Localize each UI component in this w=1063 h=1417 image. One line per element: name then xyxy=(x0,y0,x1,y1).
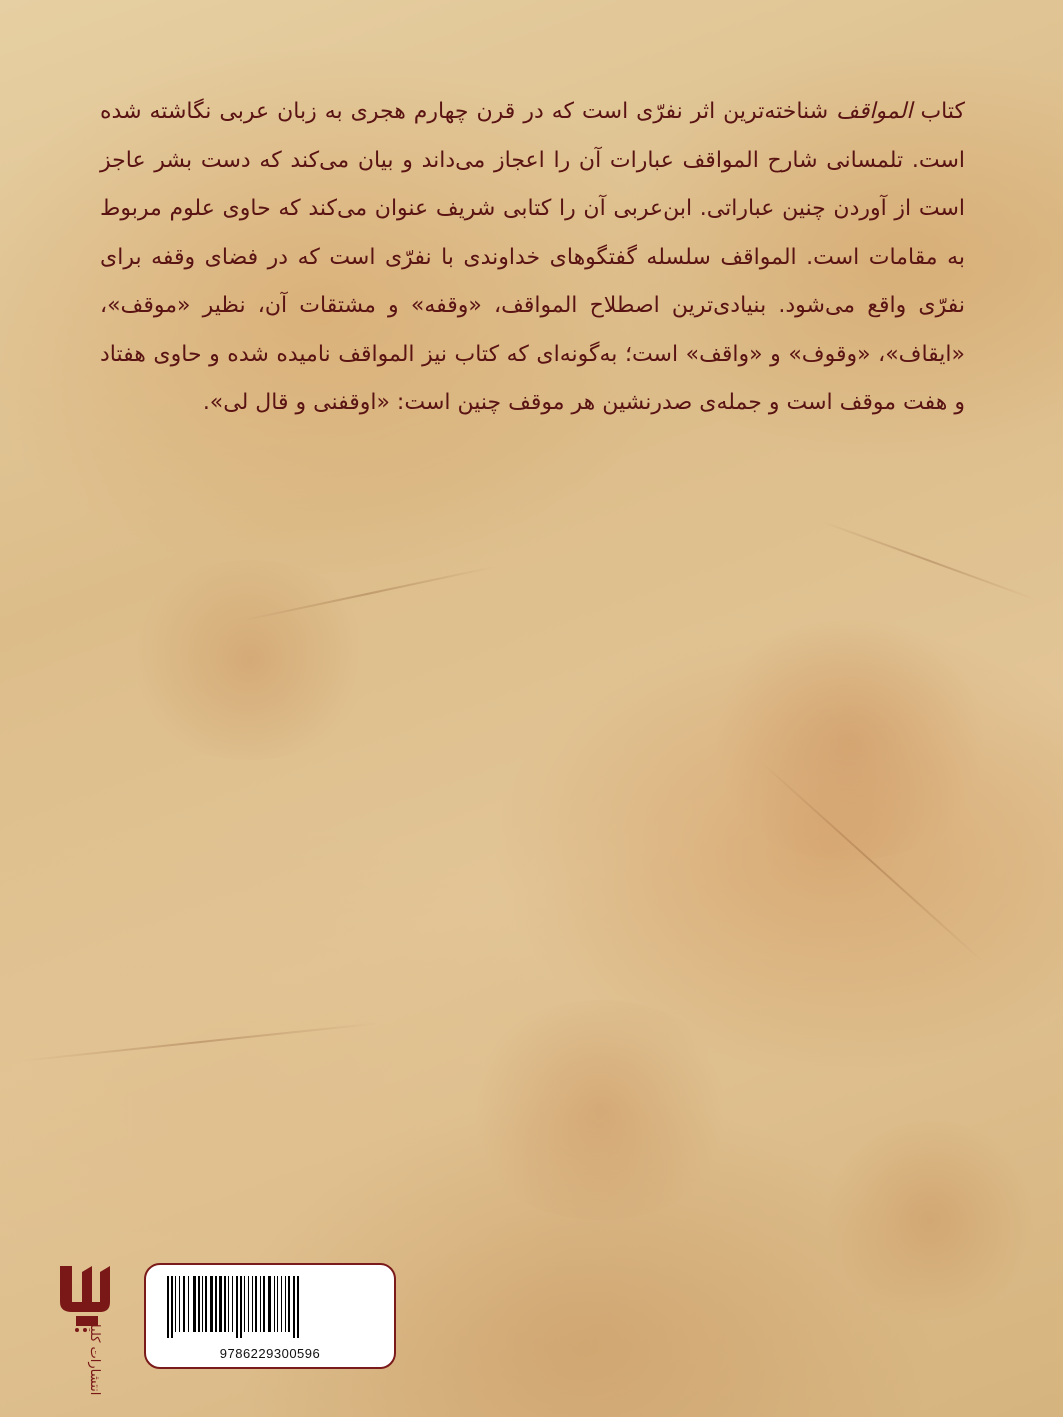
barcode-bar xyxy=(268,1276,271,1332)
barcode-bar xyxy=(232,1276,233,1332)
book-title: المواقف xyxy=(836,99,913,124)
barcode-bar xyxy=(244,1276,245,1332)
paper-stain xyxy=(120,560,380,760)
barcode-bar xyxy=(263,1276,265,1332)
barcode-bar xyxy=(281,1276,282,1332)
barcode-bar xyxy=(167,1276,169,1338)
barcode-bar xyxy=(205,1276,207,1332)
barcode-bar xyxy=(288,1276,290,1332)
paragraph-body: شناخته‌ترین اثر نفرّی است که در قرن چهارم هجری به زبان عربی نگاشته شده است. تلمسانی شارح المواقف عبارات آن را اعجاز می‌داند و بیان می‌کند که دست بشر عاجز است از آوردن چنین عباراتی. ابن‌عربی آن را کتابی شریف عنوان می‌کند که حاوی علوم مربوط به مقامات است. المواقف سلسله گفتگوهای خداوندی با نفرّی است که در فضای وقفه برای نفرّی واقع می‌شود. بنیادی‌ترین اصطلاح المواقف، «وقفه» و مشتقات آن، نظیر «موقف»، «ایقاف»، «وقوف» و «واقف» است؛ به‌گونه‌ای که کتاب نیز المواقف نامیده شده و حاوی هفتاد و هفت موقف است و جمله‌ی صدرنشین هر موقف چنین است: «اوقفنی و قال لی». xyxy=(100,99,965,415)
barcode-bar xyxy=(260,1276,261,1332)
paragraph-lead: کتاب xyxy=(912,99,965,124)
barcode-bar xyxy=(188,1276,189,1332)
barcode-bar xyxy=(183,1276,185,1332)
barcode-bar xyxy=(171,1276,173,1338)
barcode-bar xyxy=(228,1276,229,1332)
barcode-bar xyxy=(240,1276,242,1338)
barcode-bar xyxy=(248,1276,249,1332)
publisher-name: انتشارات کلیا xyxy=(87,1324,102,1396)
barcode-bar xyxy=(285,1276,286,1332)
barcode-bar xyxy=(297,1276,299,1338)
publisher-logo xyxy=(50,1262,120,1402)
paper-crease xyxy=(20,1022,378,1062)
publisher-logo-icon xyxy=(50,1262,120,1332)
barcode-bar xyxy=(210,1276,213,1332)
barcode-bar xyxy=(274,1276,275,1332)
paper-stain xyxy=(700,620,1000,860)
barcode-bar xyxy=(277,1276,278,1332)
barcode-bar xyxy=(236,1276,238,1338)
paper-stain xyxy=(460,1000,740,1220)
barcode-bar xyxy=(224,1276,226,1332)
barcode-bar xyxy=(252,1276,253,1332)
barcode-bar xyxy=(175,1276,176,1332)
barcode-bars xyxy=(165,1276,377,1338)
paper-stain xyxy=(820,1120,1040,1320)
barcode-bar xyxy=(198,1276,200,1332)
isbn-number: 9786229300596 xyxy=(219,1346,321,1361)
barcode-bar xyxy=(255,1276,257,1332)
paper-crease xyxy=(820,520,1037,601)
barcode-bar xyxy=(215,1276,217,1332)
back-cover-paragraph xyxy=(100,88,965,428)
barcode-bar xyxy=(293,1276,295,1338)
barcode-bar xyxy=(193,1276,196,1332)
barcode-bar xyxy=(219,1276,222,1332)
isbn-barcode xyxy=(144,1263,396,1369)
barcode-bar xyxy=(202,1276,203,1332)
barcode-bar xyxy=(179,1276,180,1332)
